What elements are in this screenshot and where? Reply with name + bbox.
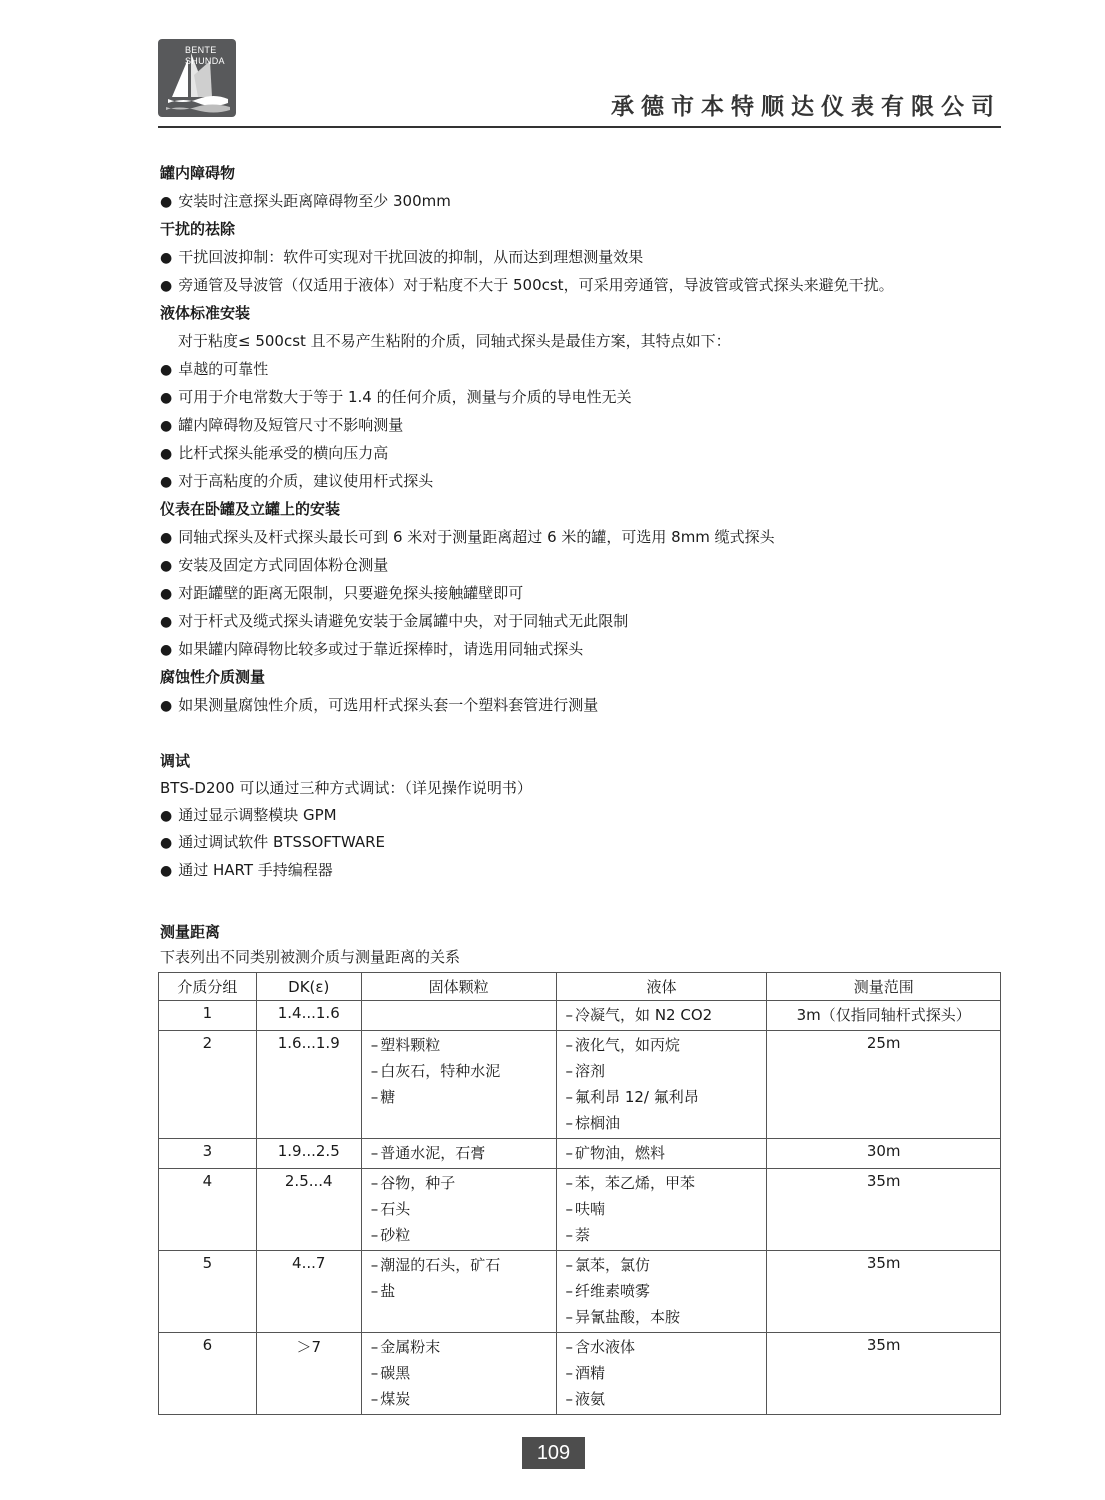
liquid-item: – 冷凝气，如 N2 CO2 bbox=[566, 1004, 767, 1030]
column-header: 液体 bbox=[556, 973, 767, 1001]
bullet-item: ● 如果罐内障碍物比较多或过于靠近探棒时，请选用同轴式探头 bbox=[160, 638, 583, 659]
paragraph: BTS-D200 可以通过三种方式调试：（详见操作说明书） bbox=[160, 779, 532, 797]
solid-cell bbox=[361, 1333, 556, 1415]
solid-item: – 白灰石，特种水泥 bbox=[371, 1060, 556, 1086]
table-row bbox=[159, 1169, 1001, 1251]
logo-text-line2: SHUNDA bbox=[185, 56, 225, 66]
brand-logo bbox=[158, 39, 236, 117]
liquid-cell bbox=[556, 1251, 767, 1333]
dk-cell: 1.4...1.6 bbox=[256, 1001, 361, 1031]
table-row bbox=[159, 1333, 1001, 1415]
solid-cell bbox=[361, 1139, 556, 1169]
bullet-item: ● 安装时注意探头距离障碍物至少 300mm bbox=[160, 190, 451, 211]
bullet-item: ● 罐内障碍物及短管尺寸不影响测量 bbox=[160, 414, 403, 435]
bullet-item: ● 如果测量腐蚀性介质，可选用杆式探头套一个塑料套管进行测量 bbox=[160, 694, 598, 715]
group-cell: 2 bbox=[159, 1031, 257, 1139]
liquid-cell bbox=[556, 1169, 767, 1251]
range-cell: 30m bbox=[767, 1139, 1001, 1169]
solid-item: – 糖 bbox=[371, 1086, 556, 1112]
column-header: DK(ε) bbox=[256, 973, 361, 1001]
liquid-cell bbox=[556, 1139, 767, 1169]
dk-cell: 1.6...1.9 bbox=[256, 1031, 361, 1139]
table-header-row bbox=[159, 973, 1001, 1001]
dk-cell: 4...7 bbox=[256, 1251, 361, 1333]
column-header: 介质分组 bbox=[159, 973, 257, 1001]
table-row bbox=[159, 1139, 1001, 1169]
solid-cell bbox=[361, 1169, 556, 1251]
bullet-item: ● 卓越的可靠性 bbox=[160, 358, 268, 379]
solid-item: – 煤炭 bbox=[371, 1388, 556, 1414]
bullet-item: ● 对于杆式及缆式探头请避免安装于金属罐中央，对于同轴式无此限制 bbox=[160, 610, 628, 631]
solid-item: – 石头 bbox=[371, 1198, 556, 1224]
range-cell: 35m bbox=[767, 1169, 1001, 1251]
paragraph: 对于粘度≤ 500cst 且不易产生粘附的介质，同轴式探头是最佳方案，其特点如下： bbox=[178, 332, 731, 350]
section-heading: 罐内障碍物 bbox=[160, 164, 236, 182]
section-heading: 干扰的祛除 bbox=[160, 220, 236, 238]
table-row bbox=[159, 1251, 1001, 1333]
group-cell: 5 bbox=[159, 1251, 257, 1333]
range-cell: 25m bbox=[767, 1031, 1001, 1139]
liquid-cell bbox=[556, 1031, 767, 1139]
bullet-item: ● 对于高粘度的介质，建议使用杆式探头 bbox=[160, 470, 433, 491]
section-heading: 仪表在卧罐及立罐上的安装 bbox=[160, 500, 341, 518]
dk-cell: 1.9...2.5 bbox=[256, 1139, 361, 1169]
solid-item: – 谷物，种子 bbox=[371, 1172, 556, 1198]
liquid-item: – 萘 bbox=[566, 1224, 767, 1250]
bullet-item: ● 通过显示调整模块 GPM bbox=[160, 804, 337, 825]
header-divider bbox=[158, 126, 1001, 128]
liquid-item: – 异氰盐酸，本胺 bbox=[566, 1306, 767, 1332]
range-cell: 3m（仅指同轴杆式探头） bbox=[767, 1001, 1001, 1031]
solid-item: – 潮湿的石头，矿石 bbox=[371, 1254, 556, 1280]
liquid-item: – 含水液体 bbox=[566, 1336, 767, 1362]
liquid-item: – 呋喃 bbox=[566, 1198, 767, 1224]
liquid-item: – 苯，苯乙烯，甲苯 bbox=[566, 1172, 767, 1198]
dk-cell: ＞7 bbox=[256, 1333, 361, 1415]
solid-cell bbox=[361, 1001, 556, 1031]
section-heading: 测量距离 bbox=[160, 923, 221, 941]
dk-cell: 2.5...4 bbox=[256, 1169, 361, 1251]
solid-item: – 金属粉末 bbox=[371, 1336, 556, 1362]
table-row bbox=[159, 1001, 1001, 1031]
liquid-item: – 纤维素喷雾 bbox=[566, 1280, 767, 1306]
logo-text-line1: BENTE bbox=[185, 45, 217, 55]
solid-item: – 塑料颗粒 bbox=[371, 1034, 556, 1060]
liquid-item: – 液氨 bbox=[566, 1388, 767, 1414]
column-header: 测量范围 bbox=[767, 973, 1001, 1001]
range-cell: 35m bbox=[767, 1333, 1001, 1415]
solid-item: – 普通水泥，石膏 bbox=[371, 1142, 556, 1168]
liquid-item: – 矿物油，燃料 bbox=[566, 1142, 767, 1168]
table-row bbox=[159, 1031, 1001, 1139]
solid-item: – 砂粒 bbox=[371, 1224, 556, 1250]
group-cell: 3 bbox=[159, 1139, 257, 1169]
bullet-item: ● 比杆式探头能承受的横向压力高 bbox=[160, 442, 388, 463]
bullet-item: ● 安装及固定方式同固体粉仓测量 bbox=[160, 554, 388, 575]
group-cell: 6 bbox=[159, 1333, 257, 1415]
liquid-cell bbox=[556, 1333, 767, 1415]
bullet-item: ● 旁通管及导波管（仅适用于液体）对于粘度不大于 500cst，可采用旁通管，导波管或管式探头来避免干扰。 bbox=[160, 274, 894, 295]
measurement-range-table bbox=[158, 972, 1001, 1415]
section-heading: 腐蚀性介质测量 bbox=[160, 668, 266, 686]
liquid-item: – 酒精 bbox=[566, 1362, 767, 1388]
liquid-item: – 溶剂 bbox=[566, 1060, 767, 1086]
page-number: 109 bbox=[522, 1437, 585, 1469]
bullet-item: ● 干扰回波抑制：软件可实现对干扰回波的抑制，从而达到理想测量效果 bbox=[160, 246, 643, 267]
bullet-item: ● 通过调试软件 BTSSOFTWARE bbox=[160, 831, 385, 852]
paragraph: 下表列出不同类别被测介质与测量距离的关系 bbox=[160, 948, 461, 966]
bullet-item: ● 对距罐壁的距离无限制，只要避免探头接触罐壁即可 bbox=[160, 582, 523, 603]
company-name: 承德市本特顺达仪表有限公司 bbox=[611, 94, 1001, 120]
section-heading: 调试 bbox=[160, 752, 191, 770]
liquid-item: – 氟利昂 12/ 氟利昂 bbox=[566, 1086, 767, 1112]
group-cell: 1 bbox=[159, 1001, 257, 1031]
solid-cell bbox=[361, 1031, 556, 1139]
group-cell: 4 bbox=[159, 1169, 257, 1251]
liquid-item: – 氯苯，氯仿 bbox=[566, 1254, 767, 1280]
bullet-item: ● 通过 HART 手持编程器 bbox=[160, 859, 333, 880]
range-cell: 35m bbox=[767, 1251, 1001, 1333]
bullet-item: ● 同轴式探头及杆式探头最长可到 6 米对于测量距离超过 6 米的罐，可选用 8mm 缆式探头 bbox=[160, 526, 775, 547]
solid-item: – 碳黑 bbox=[371, 1362, 556, 1388]
solid-item: – 盐 bbox=[371, 1280, 556, 1306]
bullet-item: ● 可用于介电常数大于等于 1.4 的任何介质，测量与介质的导电性无关 bbox=[160, 386, 632, 407]
section-heading: 液体标准安装 bbox=[160, 304, 251, 322]
liquid-cell bbox=[556, 1001, 767, 1031]
liquid-item: – 棕榈油 bbox=[566, 1112, 767, 1138]
column-header: 固体颗粒 bbox=[361, 973, 556, 1001]
solid-cell bbox=[361, 1251, 556, 1333]
liquid-item: – 液化气，如丙烷 bbox=[566, 1034, 767, 1060]
